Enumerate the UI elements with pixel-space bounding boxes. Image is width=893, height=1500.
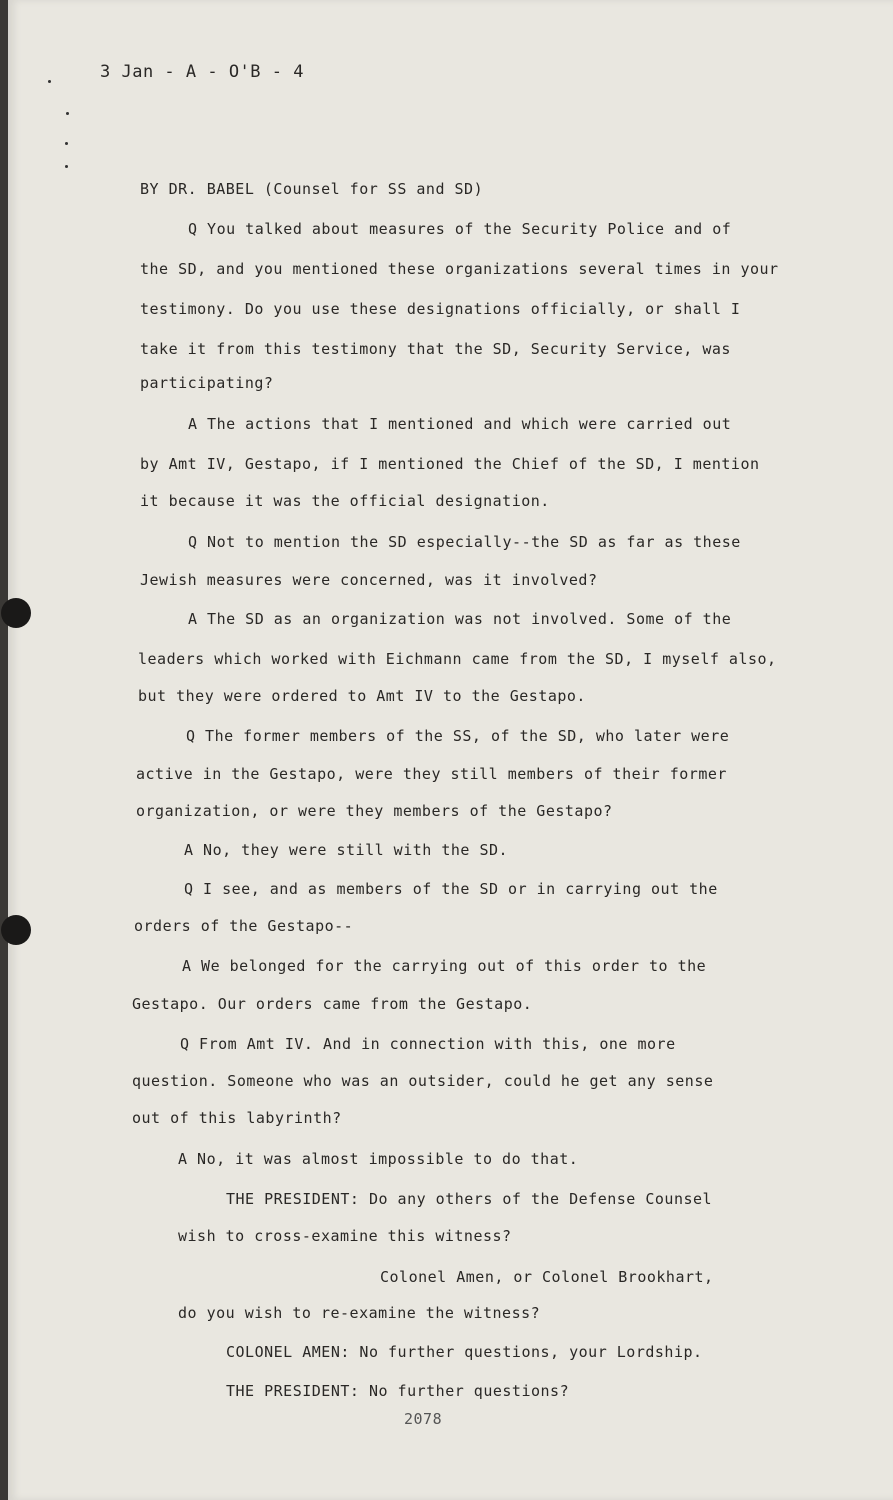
margin-mark [65, 165, 68, 168]
text-line: out of this labyrinth? [132, 1109, 342, 1127]
text-line: the SD, and you mentioned these organizations several times in your [140, 260, 779, 278]
margin-mark [65, 142, 68, 145]
text-line: by Amt IV, Gestapo, if I mentioned the Chief of the SD, I mention [140, 455, 760, 473]
document-reference: 3 Jan - A - O'B - 4 [100, 62, 304, 82]
text-line: Q From Amt IV. And in connection with this, one more [180, 1035, 676, 1053]
text-line: Colonel Amen, or Colonel Brookhart, [380, 1268, 714, 1286]
text-line: A No, it was almost impossible to do that. [178, 1150, 579, 1168]
binder-hole-top [1, 598, 31, 628]
margin-mark [48, 80, 51, 83]
text-line: A The SD as an organization was not involved. Some of the [188, 610, 732, 628]
text-line: Jewish measures were concerned, was it involved? [140, 571, 598, 589]
text-line: but they were ordered to Amt IV to the Gestapo. [138, 687, 586, 705]
binder-hole-bottom [1, 915, 31, 945]
text-line: it because it was the official designation. [140, 492, 550, 510]
text-line: Q The former members of the SS, of the SD, who later were [186, 727, 730, 745]
page-number: 2078 [404, 1410, 443, 1428]
text-line: Q You talked about measures of the Security Police and of [188, 220, 732, 238]
text-line: orders of the Gestapo-- [134, 917, 354, 935]
text-line: Q Not to mention the SD especially--the SD as far as these [188, 533, 741, 551]
text-line: THE PRESIDENT: Do any others of the Defense Counsel [226, 1190, 713, 1208]
text-line: A No, they were still with the SD. [184, 841, 509, 859]
text-line: organization, or were they members of the Gestapo? [136, 802, 613, 820]
text-line: THE PRESIDENT: No further questions? [226, 1382, 570, 1400]
text-line: leaders which worked with Eichmann came from the SD, I myself also, [138, 650, 777, 668]
document-page [8, 0, 893, 1500]
text-line: A The actions that I mentioned and which were carried out [188, 415, 732, 433]
text-line: Q I see, and as members of the SD or in carrying out the [184, 880, 718, 898]
text-line: testimony. Do you use these designations officially, or shall I [140, 300, 741, 318]
margin-mark [66, 112, 69, 115]
text-line: question. Someone who was an outsider, could he get any sense [132, 1072, 714, 1090]
text-line: do you wish to re-examine the witness? [178, 1304, 541, 1322]
text-line: COLONEL AMEN: No further questions, your Lordship. [226, 1343, 703, 1361]
text-line: A We belonged for the carrying out of this order to the [182, 957, 707, 975]
text-line: active in the Gestapo, were they still members of their former [136, 765, 727, 783]
section-heading: BY DR. BABEL (Counsel for SS and SD) [140, 180, 484, 198]
text-line: wish to cross-examine this witness? [178, 1227, 512, 1245]
text-line: participating? [140, 374, 274, 392]
text-line: Gestapo. Our orders came from the Gestapo. [132, 995, 533, 1013]
text-line: take it from this testimony that the SD, Security Service, was [140, 340, 731, 358]
